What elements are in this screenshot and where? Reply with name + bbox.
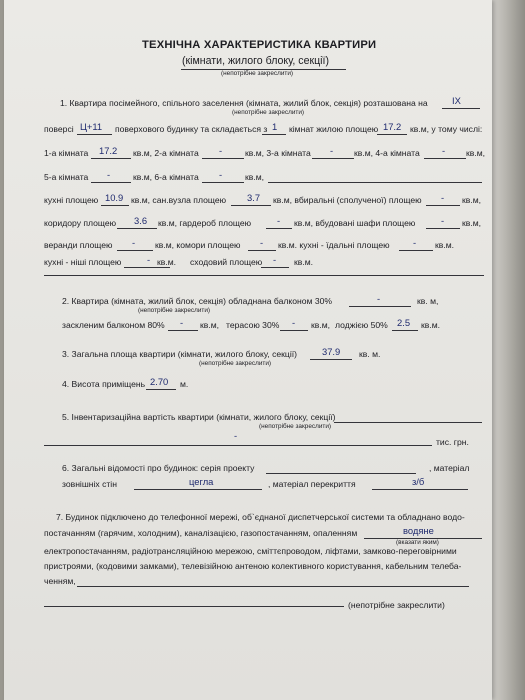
s6-walls-label: зовнішніх стін — [62, 479, 117, 489]
s1-wc-line — [426, 205, 460, 206]
s5-label: 5. Інвентаризаційна вартість квартири (кімнати, жилого блоку, секції) — [62, 412, 336, 422]
s1-wardrobe-line — [266, 228, 292, 229]
s1-dining-value: - — [413, 237, 417, 248]
s2-line1: 2. Квартира (кімната, жилий блок, секція) обладнана балконом 30% — [62, 296, 333, 306]
s6-walls-value: цегла — [189, 476, 214, 487]
s5-value: - — [234, 430, 238, 441]
s1-dining-line — [399, 250, 433, 251]
s1-floor-line — [442, 108, 480, 109]
s4-height-value: 2.70 — [150, 376, 169, 387]
s7-line2: постачанням (гарячим, холодним), каналізацією, газопостачанням, опаленням — [44, 528, 358, 538]
s7-hint-specify: (вказати яким) — [396, 539, 439, 546]
s7-line4: пристроями, (кодовими замками), телевізійною антеною колективного користування, кабельним телеба- — [44, 561, 462, 571]
s1-rooms-line — [262, 134, 286, 135]
s1-line6-a: коридору площею — [44, 218, 117, 228]
document-sheet — [4, 0, 492, 700]
s1-living-line — [377, 134, 407, 135]
s5-line1 — [334, 422, 482, 423]
s2-glazed-line — [168, 330, 198, 331]
s1-room3-line — [312, 158, 354, 159]
s1-stair-value: - — [273, 254, 277, 265]
s1-line2-a: поверсі — [44, 124, 74, 134]
s6-label: 6. Загальні відомості про будинок: серія проекту — [62, 463, 255, 473]
s1-rooms-value: 1 — [272, 121, 278, 132]
s1-line3-r4: кв.м, 4-а кімната — [354, 148, 420, 158]
s1-line6-c: кв.м, вбудовані шафи площею — [294, 218, 416, 228]
s1-line5-end: кв.м, — [462, 195, 482, 205]
s6-floors-label: , матеріал перекриття — [268, 479, 356, 489]
s1-living-value: 17.2 — [383, 121, 402, 132]
s1-line5-a: кухні площею — [44, 195, 99, 205]
s1-line4-r6: кв.м, 6-а кімната — [133, 172, 199, 182]
s1-storeys-value: Ц+11 — [80, 121, 103, 132]
s3-total-value: 37.9 — [322, 346, 341, 357]
s2-hint: (непотрібне закреслити) — [138, 307, 211, 314]
s1-line8-c: сходовий площею — [190, 257, 263, 267]
s1-line6-end: кв.м, — [462, 218, 482, 228]
s3-total-line — [310, 359, 352, 360]
s1-corridor-value: 3.6 — [134, 215, 148, 226]
s1-line2-d: кв.м, у тому числі: — [410, 124, 483, 134]
s1-storage-value: - — [260, 237, 264, 248]
s2-terrace-label: терасою 30% — [226, 320, 280, 330]
s4-height-line — [146, 389, 176, 390]
s7-fill-line1 — [77, 586, 469, 587]
doc-subtitle: (кімнати, жилого блоку, секції) — [182, 55, 330, 67]
s1-stair-line — [261, 267, 289, 268]
s1-room3-value: - — [330, 145, 334, 156]
s2-glazed-unit: кв.м, — [200, 320, 220, 330]
s1-bottom-line — [44, 275, 484, 276]
s1-room1-line — [91, 158, 131, 159]
s6-floors-line — [372, 489, 468, 490]
s1-veranda-line — [117, 250, 153, 251]
title-hint: (непотрібне закреслити) — [221, 70, 294, 77]
s2-loggia-value: 2.5 — [397, 317, 411, 328]
s5-unit: тис. грн. — [436, 437, 469, 447]
page-edge-shadow — [492, 0, 525, 700]
s2-terrace-value: - — [292, 317, 296, 328]
s4-label: 4. Висота приміщень — [62, 379, 146, 389]
s1-room2-line — [202, 158, 244, 159]
s1-corridor-line — [117, 228, 157, 229]
s1-kitchen-line — [101, 205, 129, 206]
s1-floor-value: IX — [452, 95, 461, 106]
s2-line1-end: кв. м, — [417, 296, 439, 306]
s1-line5-b: кв.м, сан.вузла площею — [131, 195, 227, 205]
s7-line3: електропостачанням, радіотрансляційною мережою, сміттєпроводом, ліфтами, замково-переговірними — [44, 546, 457, 556]
s7-end-hint: (непотрібне закреслити) — [348, 600, 445, 610]
s1-line3-r1: 1-а кімната — [44, 148, 89, 158]
s4-unit: м. — [180, 379, 189, 389]
s1-hint: (непотрібне закреслити) — [232, 109, 305, 116]
s1-room5-value: - — [107, 169, 111, 180]
s1-line8-a: кухні - ніші площею — [44, 257, 122, 267]
s1-line7-a: веранди площею — [44, 240, 113, 250]
s1-closets-line — [426, 228, 460, 229]
s7-line5: ченням, — [44, 576, 76, 586]
s1-kitchen-value: 10.9 — [105, 192, 124, 203]
s1-line2-b: поверхового будинку та складається з — [115, 124, 268, 134]
s1-wardrobe-value: - — [277, 215, 281, 226]
s1-line8-b: кв.м. — [157, 257, 177, 267]
s1-line1-text: 1. Квартира посімейного, спільного заселення (кімната, жилий блок, секція) розташована на — [60, 98, 428, 108]
s7-line1: 7. Будинок підключено до телефонної мережі, об`єднаної диспетчерської системи та обладнано водо- — [56, 512, 465, 522]
s7-fill-line2 — [44, 606, 344, 607]
s1-niche-value: - — [147, 254, 151, 265]
s5-line2 — [44, 445, 432, 446]
s1-wc-value: - — [441, 192, 445, 203]
s1-line3-end: кв.м, — [466, 148, 486, 158]
s7-heating-value: водяне — [403, 525, 434, 536]
s1-storage-line — [248, 250, 276, 251]
s6-label-end: , матеріал — [429, 463, 470, 473]
s2-terrace-line — [280, 330, 308, 331]
doc-title: ТЕХНІЧНА ХАРАКТЕРИСТИКА КВАРТИРИ — [142, 39, 377, 51]
s1-line8-end: кв.м. — [294, 257, 314, 267]
s6-floors-value: з/б — [412, 476, 425, 487]
s1-closets-value: - — [441, 215, 445, 226]
s3-hint: (непотрібне закреслити) — [199, 360, 272, 367]
s1-line4-fill — [268, 182, 482, 183]
s1-veranda-value: - — [132, 237, 136, 248]
s2-loggia-unit: кв.м. — [421, 320, 441, 330]
s1-room4-value: - — [442, 145, 446, 156]
s6-series-line — [266, 473, 416, 474]
s6-walls-line — [134, 489, 262, 490]
s2-glazed-label: заскленим балконом 80% — [62, 320, 165, 330]
s1-room6-line — [202, 182, 244, 183]
s1-room4-line — [424, 158, 466, 159]
s1-bath-line — [231, 205, 271, 206]
s1-line4-r5: 5-а кімната — [44, 172, 89, 182]
s1-line3-r3: кв.м, 3-а кімната — [245, 148, 311, 158]
s3-label: 3. Загальна площа квартири (кімнати, жилого блоку, секції) — [62, 349, 297, 359]
s1-line2-c: кімнат жилою площею — [289, 124, 379, 134]
s2-balcony-value: - — [377, 293, 381, 304]
s1-room6-value: - — [219, 169, 223, 180]
s2-glazed-value: - — [180, 317, 184, 328]
s2-balcony-line — [349, 306, 411, 307]
s1-room5-line — [91, 182, 131, 183]
s3-unit: кв. м. — [359, 349, 381, 359]
s1-line5-c: кв.м, вбиральні (сполученої) площею — [273, 195, 422, 205]
s1-line7-end: кв.м. — [435, 240, 455, 250]
s1-line7-b: кв.м, комори площею — [155, 240, 241, 250]
s5-hint: (непотрібне закреслити) — [259, 423, 332, 430]
s1-line7-c: кв.м. кухні - їдальні площею — [278, 240, 390, 250]
s1-line6-b: кв.м, гардероб площею — [158, 218, 252, 228]
s1-bath-value: 3.7 — [247, 192, 261, 203]
s2-loggia-line — [392, 330, 418, 331]
s1-line3-r2: кв.м, 2-а кімната — [133, 148, 199, 158]
s2-loggia-label: лоджією 50% — [335, 320, 388, 330]
s1-room2-value: - — [219, 145, 223, 156]
s1-line4-end: кв.м, — [245, 172, 265, 182]
s1-niche-line — [124, 267, 170, 268]
s1-room1-value: 17.2 — [99, 145, 118, 156]
s2-terrace-unit: кв.м, — [311, 320, 331, 330]
s1-storeys-line — [77, 134, 112, 135]
